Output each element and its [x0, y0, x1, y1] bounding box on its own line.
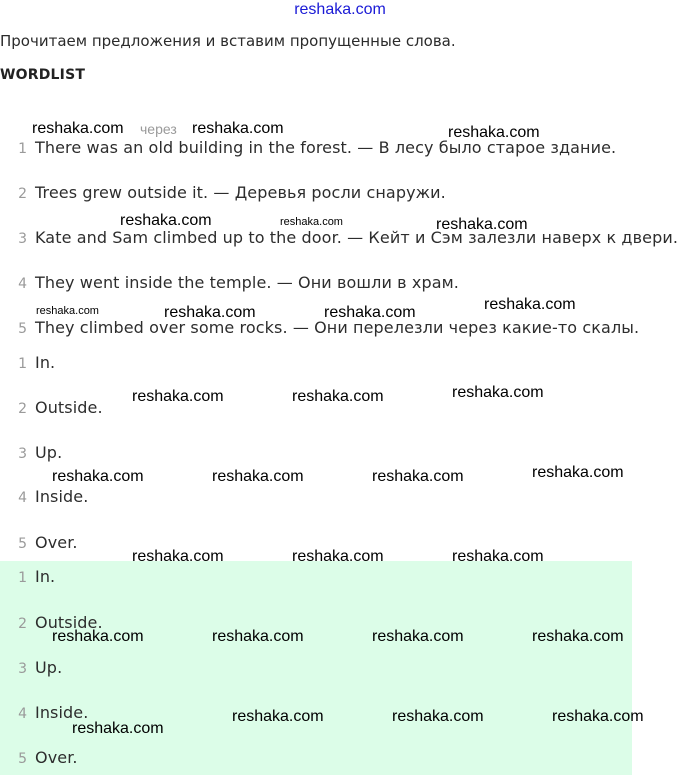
sentence-row [0, 228, 678, 250]
sentence-text: They went inside the temple. — Они вошли в храм. [35, 273, 459, 292]
watermark: reshaka.com [192, 120, 284, 137]
watermark: reshaka.com [212, 468, 304, 485]
intro-text: Прочитаем предложения и вставим пропущенные слова. [0, 32, 456, 50]
row-number: 5 [18, 536, 27, 552]
watermark: reshaka.com [292, 388, 384, 405]
sentence-row [0, 273, 459, 295]
word-text: In. [35, 353, 56, 372]
answer-text: Outside. [35, 613, 103, 632]
watermark: reshaka.com [552, 708, 644, 725]
word-text: Over. [35, 533, 78, 552]
answer-text: Over. [35, 748, 78, 767]
row-number: 3 [18, 231, 27, 247]
watermark: reshaka.com [280, 216, 343, 228]
watermark: reshaka.com [52, 628, 144, 645]
row-number: 3 [18, 446, 27, 462]
watermark: reshaka.com [36, 305, 99, 317]
sentence-row [0, 183, 446, 205]
watermark: reshaka.com [452, 548, 544, 565]
answer-row [0, 567, 55, 589]
row-number: 2 [18, 616, 27, 632]
sentence-text: Kate and Sam climbed up to the door. — Кейт и Сэм залезли наверх к двери. [35, 228, 679, 247]
word-row [0, 353, 55, 375]
row-number: 1 [18, 141, 27, 157]
answer-row [0, 658, 62, 680]
word-text: Up. [35, 443, 63, 462]
watermark: reshaka.com [448, 124, 540, 141]
watermark: reshaka.com [52, 468, 144, 485]
watermark: reshaka.com [72, 720, 164, 737]
watermark: reshaka.com [372, 468, 464, 485]
word-text: Outside. [35, 398, 103, 417]
row-number: 3 [18, 661, 27, 677]
watermark: reshaka.com [212, 628, 304, 645]
row-number: 2 [18, 401, 27, 417]
row-number: 5 [18, 751, 27, 767]
faded-text: через [140, 121, 177, 137]
word-row [0, 398, 103, 420]
sentence-text: They climbed over some rocks. — Они перелезли через какие-то скалы. [35, 318, 640, 337]
row-number: 1 [18, 356, 27, 372]
watermark: reshaka.com [292, 548, 384, 565]
row-number: 2 [18, 186, 27, 202]
watermark: reshaka.com [452, 384, 544, 401]
sentence-text: Trees grew outside it. — Деревья росли снаружи. [35, 183, 446, 202]
answer-text: In. [35, 567, 56, 586]
row-number: 4 [18, 706, 27, 722]
watermark: reshaka.com [532, 464, 624, 481]
wordlist-heading: WORDLIST [0, 67, 86, 83]
sentence-row [0, 318, 639, 340]
row-number: 4 [18, 276, 27, 292]
sentence-text: There was an old building in the forest. — В лесу было старое здание. [35, 138, 617, 157]
watermark: reshaka.com [532, 628, 624, 645]
word-row [0, 533, 78, 555]
row-number: 1 [18, 570, 27, 586]
watermark: reshaka.com [164, 304, 256, 321]
watermark: reshaka.com [392, 708, 484, 725]
answer-row [0, 748, 78, 770]
watermark: reshaka.com [132, 388, 224, 405]
watermark: reshaka.com [120, 212, 212, 229]
answer-text: Inside. [35, 703, 89, 722]
row-number: 5 [18, 321, 27, 337]
answer-box [0, 561, 632, 775]
word-text: Inside. [35, 487, 89, 506]
watermark: reshaka.com [132, 548, 224, 565]
answer-text: Up. [35, 658, 63, 677]
site-header-link[interactable]: reshaka.com [294, 1, 386, 18]
word-row [0, 443, 62, 465]
row-number: 4 [18, 490, 27, 506]
watermark: reshaka.com [372, 628, 464, 645]
watermark: reshaka.com [32, 120, 124, 137]
watermark: reshaka.com [324, 304, 416, 321]
watermark: reshaka.com [484, 296, 576, 313]
watermark: reshaka.com [232, 708, 324, 725]
watermark: reshaka.com [436, 216, 528, 233]
word-row [0, 487, 88, 509]
